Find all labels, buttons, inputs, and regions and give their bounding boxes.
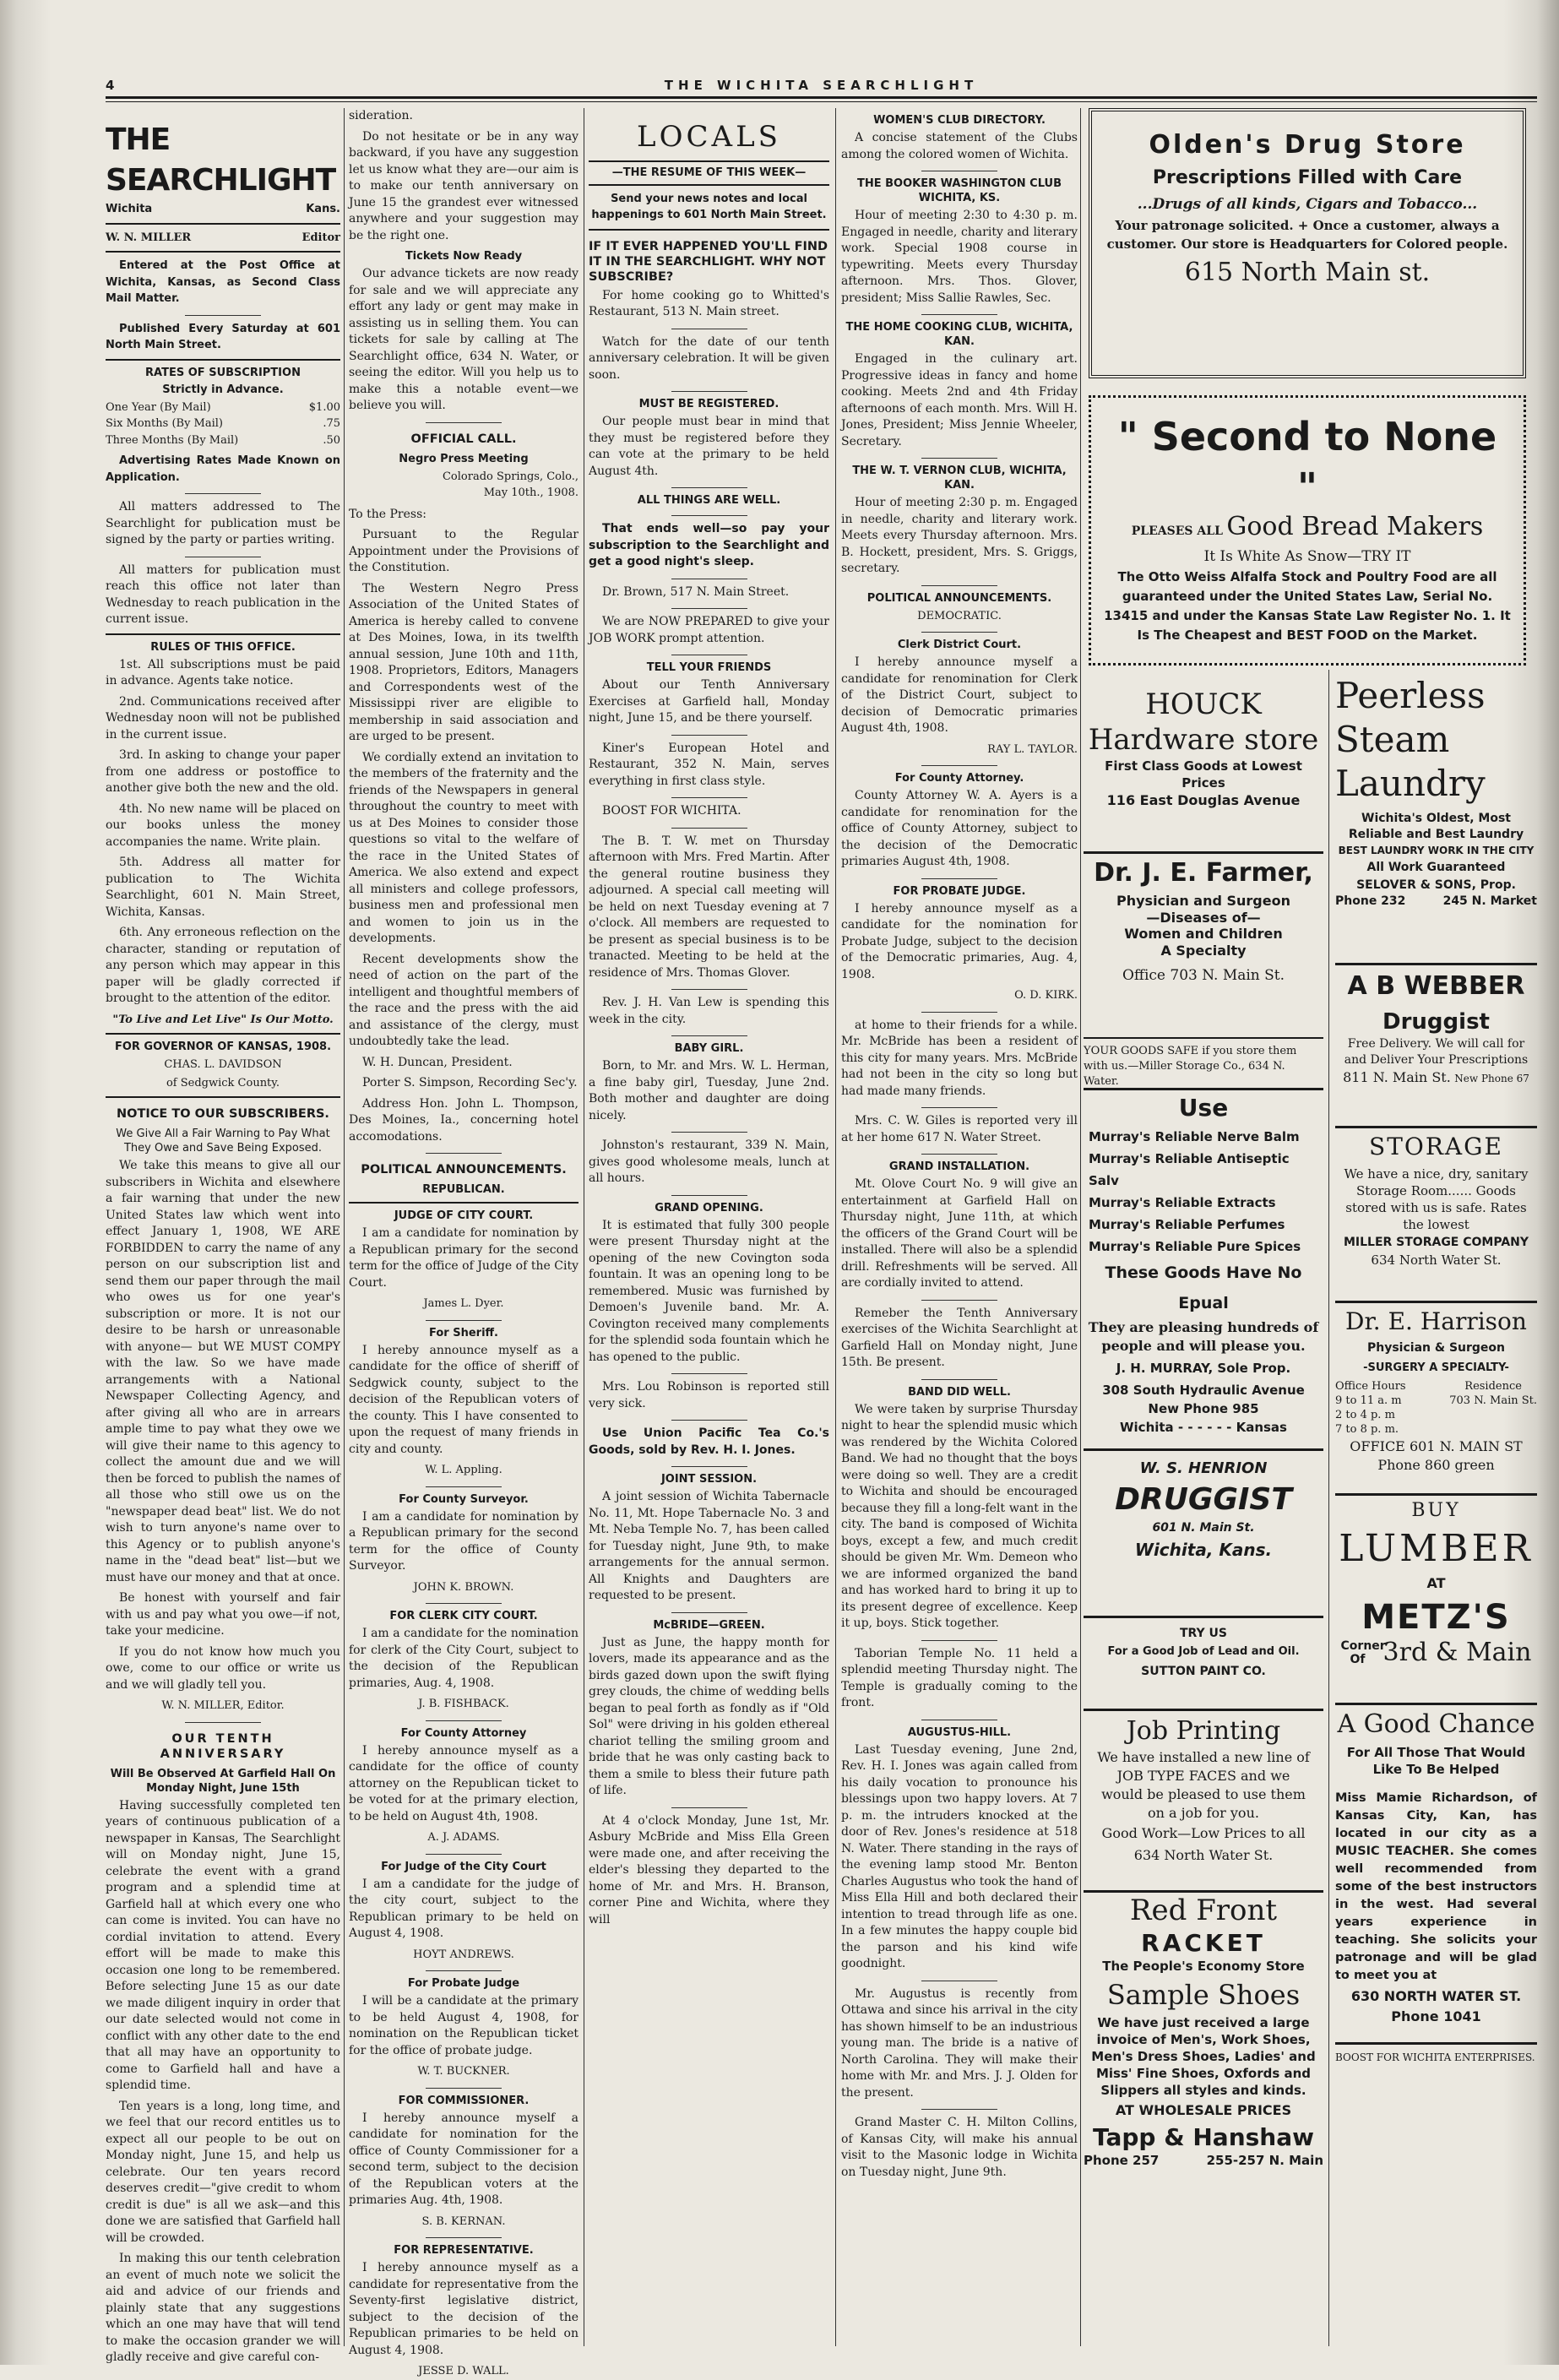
item-text: A joint session of Wichita Tabernacle No. 11, Mt. Hope Tabernacle No. 3 and Mt. Neba Temple No. 7, has been called for Tuesday night, June 9th, to make arrangements for the annual sermon. All Knights and Daughters are requested to be present. xyxy=(589,1490,829,1602)
notice-subtitle: We Give All a Fair Warning to Pay What They Owe and Save Being Exposed. xyxy=(116,1128,330,1155)
item-heading: GRAND INSTALLATION. xyxy=(888,1160,1030,1173)
announcement-signature: W. T. BUCKNER. xyxy=(417,2065,510,2078)
item-text: Mr. Augustus is recently from Ottawa and since his arrival in the city has shown himself to be an industrious young man. The bride is a native of North Carolina. They will make their home with Mr. and Mrs. J. J. Olden for the present. xyxy=(841,1986,1078,2100)
rate-row: Three Months (By Mail) .50 xyxy=(106,433,340,447)
item-signature: RAY L. TAYLOR. xyxy=(987,742,1078,756)
announcement-signature: JESSE D. WALL. xyxy=(418,2365,509,2377)
item-text: For home cooking go to Whitted's Restaurant, 513 N. Main street. xyxy=(589,288,829,318)
official-call-title: OFFICIAL CALL. xyxy=(410,432,517,446)
official-call-place: Colorado Springs, Colo., xyxy=(442,470,579,483)
rule-item: 3rd. In asking to change your paper from one address or postoffice to another give both the new and the old. xyxy=(106,748,340,795)
item-text: Born, to Mr. and Mrs. W. L. Herman, a fine baby girl, Tuesday, June 2nd. Both mother and daughter are doing nicely. xyxy=(589,1059,829,1122)
note: All matters for publication must reach this office not later than Wednesday to reach publication in the current issue. xyxy=(106,562,340,626)
rules-title: RULES OF THIS OFFICE. xyxy=(150,640,296,654)
houck-hardware-ad: HOUCK Hardware store First Class Goods at Lowest Prices 116 East Douglas Avenue xyxy=(1088,687,1319,808)
storage-ad: STORAGE We have a nice, dry, sanitary Storage Room...... Goods stored with us is safe. Rates the lowest MILLER STORAGE COMPANY 634 North Water St. xyxy=(1335,1126,1537,1297)
official-call-signer: W. H. Duncan, President. xyxy=(362,1055,513,1069)
storage-note: YOUR GOODS SAFE if you store them with us.—Miller Storage Co., 634 N. Water. xyxy=(1084,1037,1323,1089)
masthead: THE SEARCHLIGHT xyxy=(106,122,336,198)
tickets-title: Tickets Now Ready xyxy=(405,250,523,263)
item-signature: O. D. KIRK. xyxy=(1014,989,1078,1002)
divider xyxy=(106,251,340,253)
olden-name: Olden's Drug Store xyxy=(1149,130,1466,160)
divider xyxy=(106,1096,340,1098)
item-heading: MUST BE REGISTERED. xyxy=(638,398,780,410)
item-heading: THE HOME COOKING CLUB, WICHITA, KAN. xyxy=(845,321,1073,348)
item-text: Kiner's European Hotel and Restaurant, 352 N. Main, serves everything in first class style. xyxy=(589,741,829,788)
rate-row: One Year (By Mail) $1.00 xyxy=(106,400,340,414)
political-announcements xyxy=(349,1209,579,2380)
murray-ad: Use Murray's Reliable Nerve Balm Murray's Reliable Antiseptic Salv Murray's Reliable Extracts Murray's Reliable Perfumes Murray's Reliable Pure Spices These Goods Have No Epual They are pleasing hundreds of people and will please you. J. H. MURRAY, Sole Prop. 308 South Hydraulic Avenue New Phone 985 Wichita - - - - - - Kansas W. S. HENRION DRUGGIST 601 N. Main St. Wichita, Kans. xyxy=(1084,1088,1323,1606)
item-text: Hour of meeting 2:30 p. m. Engaged in needle, charity and literary work. Meets every Thursday afternoon. Mrs. B. Hockett, president, Mrs. S. Griggs, secretary. xyxy=(841,496,1078,575)
political-title: POLITICAL ANNOUNCEMENTS. xyxy=(361,1163,567,1176)
item-text: Johnston's restaurant, 339 N. Main, gives good wholesome meals, lunch at all hours. xyxy=(589,1138,829,1185)
item-text: I hereby announce myself as a candidate for the nomination for Probate Judge, subject to the decision of the Democratic primaries, Aug. 4, 1908. xyxy=(841,901,1078,981)
announcement-text: I hereby announce myself as a candidate for the office of county attorney on the Republican ticket to be voted for at the primary election, to be held on August 4th, 1908. xyxy=(349,1743,579,1823)
item-text: Dr. Brown, 517 N. Main Street. xyxy=(602,584,790,599)
notice-text: If you do not know how much you owe, come to our office or write us and we will gladly tell you. xyxy=(106,1644,340,1692)
announcement-signature: J. B. FISHBACK. xyxy=(418,1698,509,1710)
official-call-address: Address Hon. John L. Thompson, Des Moines, Ia., concerning hotel accomodations. xyxy=(349,1096,579,1144)
sutton-paint-ad: TRY US For a Good Job of Lead and Oil. SUTTON PAINT CO. xyxy=(1084,1616,1323,1712)
rule-item: 6th. Any erroneous reflection on the character, standing or reputation of any person which may appear in this paper will be gladly corrected if brought to the attention of the editor. xyxy=(106,926,340,1005)
rule-item: 2nd. Communications received after Wednesday noon will not be published in the current issue. xyxy=(106,694,340,742)
item-text: It is estimated that fully 300 people were present Thursday night at the opening of the new Covington soda fountain. It was an opening long to be remembered. Music was furnished by Demoen's Juvenile band. Mr. A. Covington received many complements for the splendid soda fountain which he has opened to the public. xyxy=(589,1218,829,1364)
boost-wichita: BOOST FOR WICHITA ENTERPRISES. xyxy=(1335,2042,1537,2065)
anniversary-text: Ten years is a long, long time, and we feel that our record entitles us to expect all our people to be out on Monday night, June 15, and help us celebrate. Our ten years record deserves credit—"give credit to whom credit is due" is all we ask—and this done we are satisfied that Garfield hall will be crowded. xyxy=(106,2099,340,2245)
item-heading: GRAND OPENING. xyxy=(655,1201,763,1214)
item-heading: POLITICAL ANNOUNCEMENTS. xyxy=(866,591,1052,605)
official-call-subtitle: Negro Press Meeting xyxy=(399,452,529,465)
column-rule xyxy=(344,108,345,2346)
governor-title: FOR GOVERNOR OF KANSAS, 1908. xyxy=(114,1041,332,1053)
column-2 xyxy=(349,108,579,2377)
article-text: sideration. xyxy=(349,109,413,122)
masthead-location: Wichita Kans. xyxy=(106,203,340,215)
announcement-signature: James L. Dyer. xyxy=(423,1297,504,1310)
anniversary-text: In making this our tenth celebration an event of much note we solicit the aid and advice of our friends and plainly state that any suggestions which an one may have that will tend to make the occasion grander we will gladly receive and give careful con- xyxy=(106,2252,340,2364)
announcement-text: I hereby announce myself a candidate for nomination for the office of County Commissioner for a second term, subject to the decision of the Republican voters at the primaries Aug. 4th, 1908. xyxy=(349,2111,579,2207)
item-heading: THE BOOKER WASHINGTON CLUB WICHITA, KS. xyxy=(856,177,1062,204)
item-heading: McBRIDE—GREEN. xyxy=(653,1618,765,1632)
entered-notice: Entered at the Post Office at Wichita, Kansas, as Second Class Mail Matter. xyxy=(106,259,340,305)
locals-title: LOCALS xyxy=(637,120,781,154)
rates-title: RATES OF SUBSCRIPTION xyxy=(145,366,301,379)
announcement-signature: S. B. KERNAN. xyxy=(421,2214,506,2228)
metz-lumber-ad: BUY LUMBER AT METZ'S Corner Of 3rd & Main xyxy=(1335,1493,1537,1698)
divider xyxy=(106,359,340,361)
announcement-signature: HOYT ANDREWS. xyxy=(413,1948,514,1961)
announcement-title: For Judge of the City Court xyxy=(381,1860,546,1873)
rule-item: 5th. Address all matter for publication to The Wichita Searchlight, 601 N. Main Street, Wichita, Kansas. xyxy=(106,856,340,919)
item-text: Hour of meeting 2:30 to 4:30 p. m. Engaged in needle, charity and literary work. Special 1908 course in typewriting. Meets every Thursday afternoon. Mrs. Thos. Glover, president; Miss Sallie Rawles, Sec. xyxy=(841,209,1078,305)
article-text: Do not hesitate or be in any way backward, if you have any suggestion let us know what they are—our aim is to make our tenth anniversary on June 15 the grandest ever witnessed anywhere and your suggestion may be the right one. xyxy=(349,129,579,242)
divider xyxy=(106,223,340,225)
item-text: Mrs. Lou Robinson is reported still very sick. xyxy=(589,1380,829,1410)
item-heading: WOMEN'S CLUB DIRECTORY. xyxy=(873,114,1046,127)
announcement-title: For Sheriff. xyxy=(429,1326,498,1339)
peerless-laundry-ad: Peerless Steam Laundry Wichita's Oldest, Most Reliable and Best Laundry BEST LAUNDRY WORK IN THE CITY All Work Guaranteed SELOVER & SONS, Prop. Phone 232 245 N. Market xyxy=(1335,675,1537,908)
item-heading: ALL THINGS ARE WELL. xyxy=(637,494,781,507)
published-notice: Published Every Saturday at 601 North Main Street. xyxy=(106,322,340,351)
official-call-text: The Western Negro Press Association of the United States of America is hereby called to convene at Des Moines, Iowa, in its twelfth annual session, June 10th and 11th, 1908. Proprietors, Editors, Managers and Correspondents west of the Mississippi river are eligible to membership in said association and are urged to be present. xyxy=(349,581,579,743)
rates-subtitle: Strictly in Advance. xyxy=(162,383,284,396)
notice-text: We take this means to give all our subscribers in Wichita and elsewhere a fair warning that under the new United States law which went into effect January 1, 1908, WE ARE FORBIDDEN to carry the name of any person on our subscription list and send them our paper through the mail who owes us for one year's subscription or more. It is not our desire to be harsh or unreasonable with anyone— but WE MUST COMPY with the law. So we have made arrangements with a National Newspaper Collecting Agency, and after giving all who are in arrears ample time to pay what they owe we will give their name to this agency to collect the amount due and we will then be forced to publish the names of all those who still owe us on the "newspaper dead beat" list. We do not wish to turn anyone's name over to this Agency or to publish anyone's name in the "dead beat" list—but we must have our money and that at once. xyxy=(106,1159,340,1584)
item-text: We are NOW PREPARED to give your JOB WORK prompt attention. xyxy=(589,615,829,645)
official-call-text: Pursuant to the Regular Appointment under the Provisions of the Constitution. xyxy=(349,528,579,574)
page-header xyxy=(106,74,1537,98)
column-3 xyxy=(589,108,829,2346)
notice-signature: W. N. MILLER, Editor. xyxy=(161,1699,285,1712)
item-text: The B. T. W. met on Thursday afternoon with Mrs. Fred Martin. After the general routine business they adjourned. A special call meeting will be held on next Tuesday evening at 7 o'clock. All members are requested to be present as special business is to be tranacted. Meeting to be held at the residence of Mrs. Thomas Glover. xyxy=(589,834,829,980)
advertisements xyxy=(1084,108,1537,2346)
farmer-physician-ad: Dr. J. E. Farmer, Physician and Surgeon —Diseases of— Women and Children A Specialty Office 703 N. Main St. xyxy=(1084,851,1323,1031)
governor-name: CHAS. L. DAVIDSON xyxy=(164,1058,282,1071)
page-number: 4 xyxy=(106,78,120,93)
item-heading: FOR PROBATE JUDGE. xyxy=(893,884,1026,898)
item-heading: TELL YOUR FRIENDS xyxy=(646,661,772,674)
harrison-physician-ad: Dr. E. Harrison Physician & Surgeon -SURGERY A SPECIALTY- Office Hours 9 to 11 a. m 2 to 4 p. m 7 to 8 p. m. Residence 703 N. Main St. OFFICE 601 N. MAIN ST Phone 860 green xyxy=(1335,1301,1537,1489)
item-text: Just as June, the happy month for lovers, made its appearance and as the birds gazed down upon the swift flying grey clouds, the chime of wedding bells began to peal forth as fondly as if "Old Sol" were driving in his golden ethereal chariot telling the smiling groom and bride that he was only casting back to them a smile to bless their future path of life. xyxy=(589,1635,829,1797)
announcement-text: I am a candidate for the judge of the city court, subject to the Republican primary to be held on August 4, 1908. xyxy=(349,1877,579,1940)
column-rule xyxy=(1080,108,1081,2346)
item-text: We were taken by surprise Thursday night to hear the splendid music which was rendered by the Wichita Colored Band. We had no thought that the boys were doing so well. They are a credit to Wichita and should be encouraged because they fill a long-felt want in the city. The band is composed of Wichita boys, except a few, and much credit should be given Mr. Wm. Demeon who we are informed organized the band and has worked hard to bring it up to its present degree of excellence. Keep it up, boys. Stick together. xyxy=(841,1402,1078,1630)
item-text: Grand Master C. H. Milton Collins, of Kansas City, will make his annual visit to the Masonic lodge in Wichita on Tuesday night, June 9th. xyxy=(841,2116,1078,2179)
item-text: That ends well—so pay your subscription to the Searchlight and get a good night's sleep. xyxy=(589,522,829,568)
announcement-title: FOR COMMISSIONER. xyxy=(398,2094,530,2107)
official-call-signer: Porter S. Simpson, Recording Sec'y. xyxy=(362,1076,578,1089)
subscribe-title: IF IT EVER HAPPENED YOU'LL FIND IT IN THE SEARCHLIGHT. WHY NOT SUBSCRIBE? xyxy=(589,239,828,284)
weiss-flour-ad: " Second to None " PLEASES ALL Good Bread Makers It Is White As Snow—TRY IT The Otto Weiss Alfalfa Stock and Poultry Food are all guaranteed under the United States Law, Serial No. 13415 and under the Kansas State Law Register No. 1. It Is The Cheapest and BEST FOOD on the Market. xyxy=(1089,395,1526,666)
announcement-text: I am a candidate for nomination by a Republican primary for the second term for the office of County Surveyor. xyxy=(349,1509,579,1573)
divider xyxy=(106,1033,340,1035)
column-rule xyxy=(835,108,836,2346)
announcement-text: I am a candidate for nomination by a Republican primary for the second term for the office of Judge of the City Court. xyxy=(349,1226,579,1290)
item-heading: Clerk District Court. xyxy=(897,638,1022,651)
locals-items xyxy=(589,288,829,1929)
announcement-text: I am a candidate for the nomination for clerk of the City Court, subject to the decision of the Republican primaries, Aug. 4, 1908. xyxy=(349,1627,579,1690)
item-heading: For County Attorney. xyxy=(894,772,1024,785)
page-header-title: THE WICHITA SEARCHLIGHT xyxy=(664,78,979,93)
official-call-to: To the Press: xyxy=(349,507,426,521)
tickets-text: Our advance tickets are now ready for sale and we will appreciate any effort any lady or gent may make in assisting us in selling them. You can tickets for sale by calling at The Searchlight office, 634 N. Water, or seeing the editor. Will you help us to make this a notable event—we believe you will. xyxy=(349,267,579,412)
item-heading: AUGUSTUS-HILL. xyxy=(907,1725,1012,1739)
item-text: Mt. Olove Court No. 9 will give an entertainment at Garfield Hall on Thursday night, June 11th, at which the officers of the Grand Court will be installed. There will also be a splendid drill. Refreshments will be served. All are cordially invited to attend. xyxy=(841,1177,1078,1290)
send-news: Send your news notes and local happenings to 601 North Main Street. xyxy=(591,192,827,221)
item-label: DEMOCRATIC. xyxy=(917,609,1002,622)
item-text: Last Tuesday evening, June 2nd, Rev. H. I. Jones was again called from his daily vocation to pronounce his blessings upon two happy lovers. At 7 p. m. the intruders knocked at the door of Rev. Jones's residence at 518 N. Water. There standing in the rays of the evening lamp stood Mr. Benton Charles Augustus who took the hand of Miss Ella Hill and both declared their intention to tread through life as one. In a few minutes the happy couple bid the parson and his kind wife goodnight. xyxy=(841,1742,1078,1970)
official-call-date: May 10th., 1908. xyxy=(483,486,579,499)
rate-row: Six Months (By Mail) .75 xyxy=(106,417,340,430)
political-party: REPUBLICAN. xyxy=(422,1183,505,1196)
item-heading: BAND DID WELL. xyxy=(908,1385,1011,1399)
good-chance-ad: A Good Chance For All Those That Would Like To Be Helped Miss Mamie Richardson, of Kansas City, Kan, has located in our city as a MUSIC TEACHER. She comes well recommended from some of the best instructors in the west. Had several years experience in teaching. She solicits your patronage and will be glad to meet you at 630 NORTH WATER ST. Phone 1041 xyxy=(1335,1703,1537,2039)
column-1 xyxy=(106,108,340,2364)
official-call-text: Recent developments show the need of action on the part of the intelligent and thoughtful members of the race and the press with the aid and assistance of the clergy, must undoubtedly take the lead. xyxy=(349,952,579,1048)
item-text: County Attorney W. A. Ayers is a candidate for renomination for the office of County Attorney, subject to the decision of the Democratic primaries August 4th, 1908. xyxy=(841,789,1078,868)
item-text: Watch for the date of our tenth anniversary celebration. It will be given soon. xyxy=(589,334,829,382)
rule-item: 4th. No new name will be placed on our books unless the money accompanies the name. Write plain. xyxy=(106,801,340,849)
notice-title: NOTICE TO OUR SUBSCRIBERS. xyxy=(117,1107,329,1121)
item-heading: THE W. T. VERNON CLUB, WICHITA, KAN. xyxy=(852,465,1067,492)
anniversary-subtitle: Will Be Observed At Garfield Hall On Monday Night, June 15th xyxy=(110,1767,336,1795)
advertising-rates: Advertising Rates Made Known on Application. xyxy=(106,454,340,484)
item-text: At 4 o'clock Monday, June 1st, Mr. Asbury McBride and Miss Ella Green were made one, and after receiving the elder's blessing they departed to the home of Mr. and Mrs. H. Branson, corner Pine and Wichita, where they will xyxy=(589,1813,829,1926)
announcement-text: I hereby announce myself as a candidate for representative from the Seventy-first legislative district, subject to the decision of the Republican primaries to be held on August 4, 1908. xyxy=(349,2261,579,2357)
divider xyxy=(106,633,340,635)
announcement-text: I will be a candidate at the primary to be held August 4, 1908, for nomination on the Republican ticket for the office of probate judge. xyxy=(349,1994,579,2057)
header-rule xyxy=(106,96,1537,99)
webber-druggist-ad: A B WEBBER Druggist Free Delivery. We will call for and Deliver Your Prescriptions 811 N. Main St. New Phone 67 xyxy=(1335,963,1537,1122)
item-text: at home to their friends for a while. Mr. McBride has been a resident of this city for many years. Mrs. McBride had not been in the city so long but had made many friends. xyxy=(841,1018,1078,1098)
item-text: Remeber the Tenth Anniversary exercises of the Wichita Searchlight at Garfield Hall on Monday night, June 15th. Be present. xyxy=(841,1306,1078,1369)
item-text: A concise statement of the Clubs among the colored women of Wichita. xyxy=(841,131,1078,161)
olden-drug-ad: Olden's Drug Store Prescriptions Filled with Care ...Drugs of all kinds, Cigars and Tobacco... Your patronage solicited. + Once a customer, always a customer. Our store is Headquarters for Colored people. 615 North Main st. xyxy=(1089,108,1526,378)
item-text: Rev. J. H. Van Lew is spending this week in the city. xyxy=(589,996,829,1026)
official-call-text: We cordially extend an invitation to the members of the fraternity and the friends of the Newspapers in general throughout the country to meet with us at Des Moines to consider those questions so vital to the welfare of the race in the United States of America. We also extend and expect all ministers and college professors, business men and professional men and women to join us in the developments. xyxy=(349,750,579,945)
announcement-signature: A. J. ADAMS. xyxy=(427,1831,500,1844)
item-text: Mrs. C. W. Giles is reported very ill at her home 617 N. Water Street. xyxy=(841,1114,1078,1144)
column-4 xyxy=(841,108,1078,2346)
locals-resume: —THE RESUME OF THIS WEEK— xyxy=(589,160,829,186)
item-text: I hereby announce myself a candidate for renomination for Clerk of the District Court, subject to decision of Democratic primaries August 4th, 1908. xyxy=(841,655,1078,735)
item-text: BOOST FOR WICHITA. xyxy=(602,804,741,818)
announcement-title: For Probate Judge xyxy=(407,1977,520,1990)
club-and-local-items xyxy=(841,113,1078,2181)
announcement-text: I hereby announce myself as a candidate for the office of sheriff of Sedgwick county, subject to the decision of the Republican voters of the county. This I have consented to upon the request of many friends in city and county. xyxy=(349,1343,579,1456)
header-rule-thin xyxy=(106,101,1537,102)
announcement-signature: W. L. Appling. xyxy=(425,1464,502,1476)
item-text: Taborian Temple No. 11 held a splendid meeting Thursday night. The Temple is gradually coming to the front. xyxy=(841,1646,1078,1709)
announcement-title: For County Attorney xyxy=(400,1726,527,1740)
item-heading: BABY GIRL. xyxy=(674,1042,744,1055)
announcement-title: FOR REPRESENTATIVE. xyxy=(394,2244,534,2257)
red-front-racket-ad: Red Front RACKET The People's Economy Store Sample Shoes We have just received a large invoice of Men's, Work Shoes, Men's Dress Shoes, Ladies' and Miss' Fine Shoes, Oxfords and Slippers all styles and kinds. AT WHOLESALE PRICES Tapp & Hanshaw Phone 257 255-257 N. Main xyxy=(1084,1890,1323,2273)
item-text: About our Tenth Anniversary Exercises at Garfield hall, Monday night, June 15, and be there yourself. xyxy=(589,678,829,725)
editor-line: W. N. MILLER Editor xyxy=(106,231,340,244)
job-printing-ad: Job Printing We have installed a new line of JOB TYPE FACES and we would be pleased to use them on a job for you. Good Work—Low Prices to all 634 North Water St. xyxy=(1084,1709,1323,1892)
announcement-title: FOR CLERK CITY COURT. xyxy=(389,1610,538,1622)
announcement-title: For County Surveyor. xyxy=(399,1492,529,1506)
note: All matters addressed to The Searchlight for publication must be signed by the party or parties writing. xyxy=(106,500,340,546)
item-text: Use Union Pacific Tea Co.'s Goods, sold by Rev. H. I. Jones. xyxy=(589,1426,829,1457)
anniversary-text: Having successfully completed ten years of continuous publication of a newspaper in Kansas, The Searchlight will on Monday night, June 15, celebrate the event with a grand program and a splendid time at Garfield hall at which every one who can come is invited. You can have no cordial invitation to attend. Every effort will be made to make this occasion one long to be remembered. Before selecting June 15 as our date we made diligent inquiry in order that our date selected would not come in conflict with any other date to the end that all may have an opportunity to come to Garfield hall and have a splendid time. xyxy=(106,1798,340,2092)
announcement-title: JUDGE OF CITY COURT. xyxy=(394,1209,534,1222)
anniversary-title: OUR TENTH ANNIVERSARY xyxy=(160,1731,286,1761)
item-text: Engaged in the culinary art. Progressive ideas in fancy and home cooking. Meets 2nd and 4th Friday afternoons of each month. Mrs. Will H. Jones, President; Miss Jennie Wheeler, Secretary. xyxy=(841,352,1078,448)
announcement-signature: JOHN K. BROWN. xyxy=(413,1580,514,1594)
rule-item: 1st. All subscriptions must be paid in advance. Agents take notice. xyxy=(106,657,340,687)
notice-text: Be honest with yourself and fair with us and pay what you owe—if not, take your medicine. xyxy=(106,1591,340,1638)
item-heading: JOINT SESSION. xyxy=(660,1473,758,1486)
henrion-ad: W. S. HENRION DRUGGIST 601 N. Main St. Wichita, Kans. xyxy=(1084,1448,1323,1562)
governor-county: of Sedgwick County. xyxy=(166,1076,280,1089)
item-text: Our people must bear in mind that they must be registered before they can vote at the primary to be held August 4th. xyxy=(589,415,829,478)
motto: "To Live and Let Live" Is Our Motto. xyxy=(112,1013,334,1026)
